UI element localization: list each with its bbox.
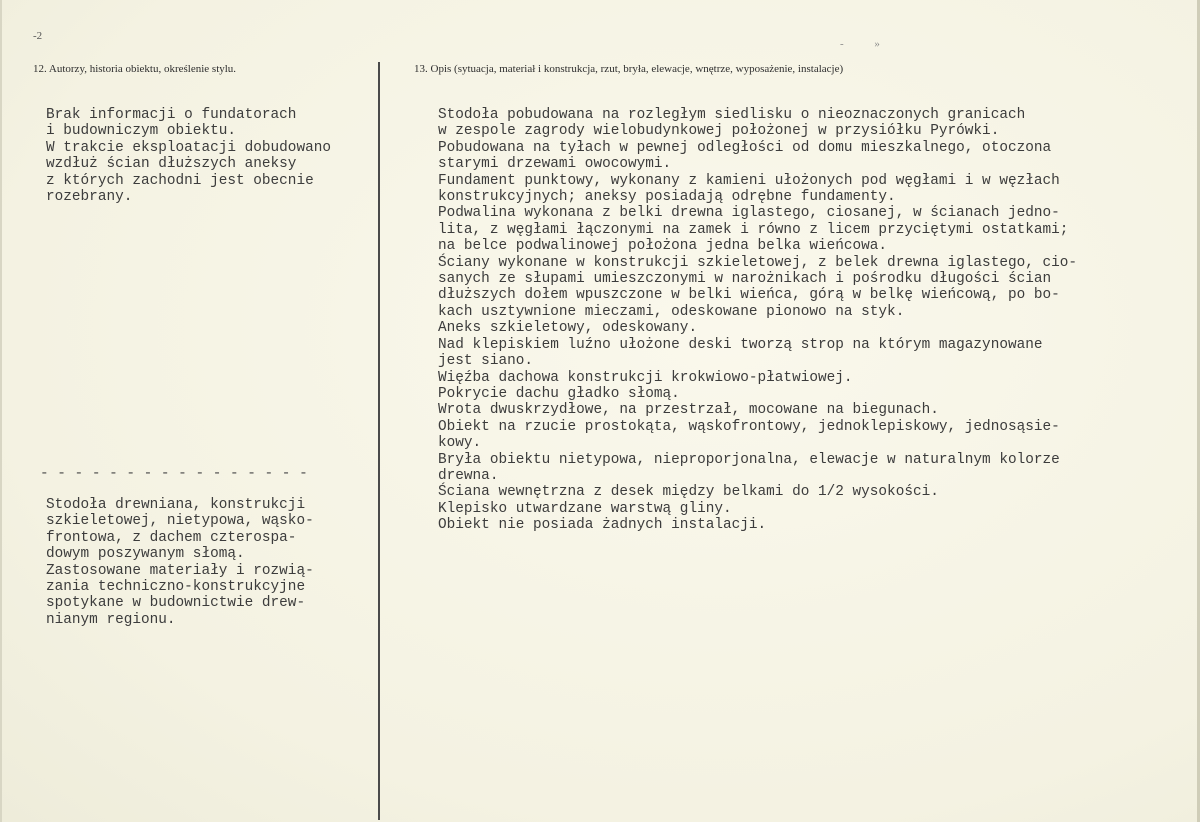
style-definition-text: Stodoła drewniana, konstrukcji szkieletowej, nietypowa, wąsko- frontowa, z dachem czterospa- dowym poszywanym słomą. Zastosowane materiały i rozwią- zania techniczno-konstrukcyjne spotykane w budownictwie drew- nianym regionu. <box>46 497 314 628</box>
dashed-separator: - - - - - - - - - - - - - - - - <box>40 466 308 482</box>
corner-mark: - » <box>840 38 894 50</box>
description-text: Stodoła pobudowana na rozległym siedlisku o nieoznaczonych granicach w zespole zagrody wielobudynkowej położonej w przysiółku Pyrówki. Pobudowana na tyłach w pewnej odległości od domu mieszkalnego, otoczona starymi drzewami owocowymi. Fundament punktowy, wykonany z kamieni ułożonych pod węgłami i w węzłach konstrukcyjnych; aneksy posiadają odrębne fundamenty. Podwalina wykonana z belki drewna iglastego, ciosanej, w ścianach jedno- lita, z węgłami łączonymi na zamek i równo z licem przyciętymi ostatkami; na belce podwalinowej położona jedna belka wieńcowa. Ściany wykonane w konstrukcji szkieletowej, z belek drewna iglastego, cio- sanych ze słupami umieszczonymi w narożnikach i pośrodku długości ścian dłuższych dołem wpuszczone w belki wieńca, górą w belkę wieńcową, po bo- kach usztywnione mieczami, odeskowane pionowo na styk. Aneks szkieletowy, odeskowany. Nad klepiskiem luźno ułożone deski tworzą strop na którym magazynowane jest siano. Więźba dachowa konstrukcji krokwiowo-płatwiowej. Pokrycie dachu gładko słomą. Wrota dwuskrzydłowe, na przestrzał, mocowane na biegunach. Obiekt na rzucie prostokąta, wąskofrontowy, jednoklepiskowy, jednosąsie- kowy. Bryła obiektu nietypowa, nieproporjonalna, elewacje w naturalnym kolorze drewna. Ściana wewnętrzna z desek między belkami do 1/2 wysokości. Klepisko utwardzane warstwą gliny. Obiekt nie posiada żadnych instalacji. <box>438 107 1078 534</box>
field-12-label: 12. Autorzy, historia obiektu, określenie stylu. <box>33 63 237 75</box>
column-divider <box>378 62 380 820</box>
paper-left-edge <box>0 0 2 822</box>
field-13-label: 13. Opis (sytuacja, materiał i konstrukcja, rzut, bryła, elewacje, wnętrze, wyposażenie, instalacje) <box>414 63 844 75</box>
authors-history-text: Brak informacji o fundatorach i budowniczym obiektu. W trakcie eksploatacji dobudowano wzdłuż ścian dłuższych aneksy z których zachodni jest obecnie rozebrany. <box>46 107 331 206</box>
margin-mark: -2 <box>33 30 43 42</box>
